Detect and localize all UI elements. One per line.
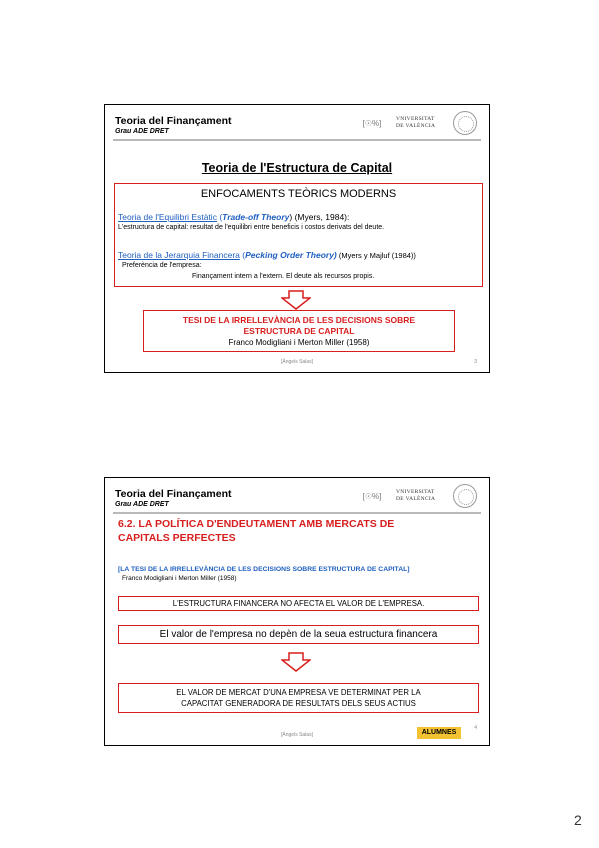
approaches-heading: ENFOCAMENTS TEÒRICS MODERNS [200,188,397,200]
slide-footer: [Àngels Salas] [281,359,313,365]
theory-pecking-order [118,250,416,260]
tradeoff-theory-link[interactable]: Teoria de l'Equilibri Estàtic [118,212,217,222]
alumnes-badge: ALUMNES [417,727,461,739]
theory-tradeoff [118,212,349,222]
course-subtitle: Grau ADE DRET [115,128,169,135]
conclusion-line2: CAPACITAT GENERADORA DE RESULTATS DELS SEUS ACTIUS [181,699,416,708]
tradeoff-description: L'estructura de capital: resultat de l'equilibri entre beneficis i costos derivats del deute. [118,224,385,231]
sheet-page-number: 2 [574,812,582,828]
pecking-order-english: Pecking Order Theory) [245,250,337,260]
tradeoff-citation: ) (Myers, 1984): [289,212,350,222]
section-title-line1: 6.2. LA POLÍTICA D'ENDEUTAMENT AMB MERCATS DE [118,518,395,530]
tradeoff-english: Trade-off Theory [222,212,290,222]
approaches-box [114,183,483,287]
university-seal-icon [453,484,477,508]
slide-4 [104,477,490,746]
university-seal-icon [453,111,477,135]
pecking-order-desc1: Preferència de l'empresa: [122,262,202,269]
university-logo [396,116,444,130]
university-name-line1: VNIVERSITAT [396,116,435,122]
conclusion-line1: EL VALOR DE MERCAT D'UNA EMPRESA VE DETERMINAT PER LA [176,688,421,697]
claim-box-2 [118,625,479,644]
thesis-authors: Franco Modigliani i Merton Miller (1958) [122,575,237,582]
department-logo-icon: [☉%] [362,119,382,128]
slide-page-number: 3 [474,359,477,365]
slide-3 [104,104,490,373]
down-arrow-icon [281,290,311,310]
pecking-order-desc2: Finançament intern a l'extern. El deute als recursos propis. [192,273,375,280]
header-divider [113,139,481,141]
down-arrow-icon [281,652,311,672]
slide-title: Teoria de l'Estructura de Capital [201,161,393,175]
pecking-order-theory-link[interactable]: Teoria de la Jerarquia Financera [118,250,240,260]
paren: ( [239,250,246,260]
claim-text-1: L'ESTRUCTURA FINANCERA NO AFECTA EL VALOR DE L'EMPRESA. [172,599,425,608]
claim-text-2: El valor de l'empresa no depèn de la seua estructura financera [159,629,438,640]
course-title: Teoria del Finançament [115,488,232,500]
claim-box-1 [118,596,479,611]
section-title-line2: CAPITALS PERFECTES [118,532,236,544]
thesis-box [143,310,455,352]
thesis-line2: ESTRUCTURA DE CAPITAL [243,326,355,336]
conclusion-box [118,683,479,713]
university-name-line2: DE VALÈNCIA [396,496,436,502]
course-subtitle: Grau ADE DRET [115,501,169,508]
header-divider [113,512,481,514]
university-name-line1: VNIVERSITAT [396,489,435,495]
thesis-authors: Franco Modigliani i Merton Miller (1958) [228,338,370,347]
department-logo-icon: [☉%] [362,492,382,501]
slide-footer: [Àngels Salas] [281,732,313,738]
course-title: Teoria del Finançament [115,115,232,127]
university-name-line2: DE VALÈNCIA [396,123,436,129]
paren: ( [216,212,223,222]
thesis-line1: TESI DE LA IRRELLEVÀNCIA DE LES DECISIONS SOBRE [182,315,416,325]
university-logo [396,489,444,503]
pecking-order-citation: (Myers y Majluf (1984)) [336,251,416,260]
thesis-heading: [LA TESI DE LA IRRELLEVÀNCIA DE LES DECISIONS SOBRE ESTRUCTURA DE CAPITAL] [118,566,410,573]
slide-page-number: 4 [474,725,477,731]
